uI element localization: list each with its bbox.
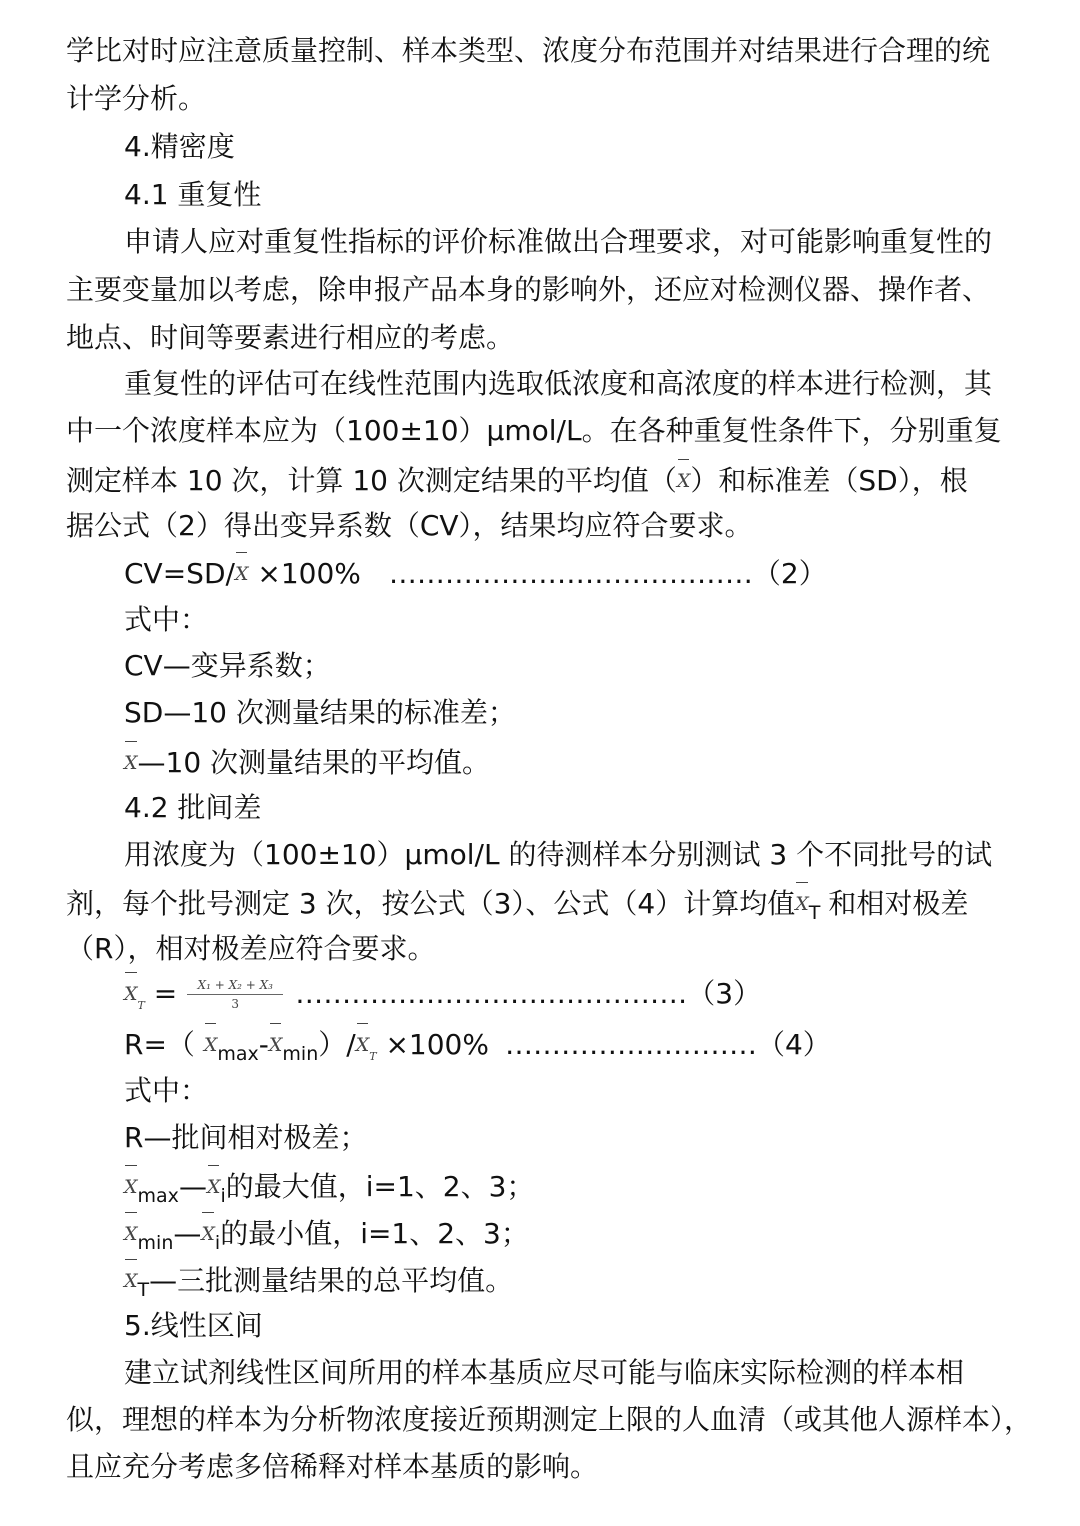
paragraph-line: 似，理想的样本为分析物浓度接近预期测定上限的人血清（或其他人源样本）， xyxy=(66,1403,1033,1436)
text-run: 剂，每个批号测定 3 次，按公式（3）、公式（4）计算均值 xyxy=(66,887,796,920)
mean-symbol: X xyxy=(356,1023,370,1065)
definition-text: 的最小值，i=1、2、3； xyxy=(220,1217,529,1250)
section-heading-precision: 4.精密度 xyxy=(124,130,235,163)
mean-symbol: X xyxy=(124,1259,138,1301)
formula-text: = xyxy=(144,977,178,1010)
formula-number: …………………………………（2） xyxy=(388,557,827,590)
mean-symbol: X xyxy=(124,972,138,1014)
formula-text: ）/ xyxy=(318,1028,356,1061)
subsection-heading-repeatability: 4.1 重复性 xyxy=(124,178,262,211)
paragraph-line: 中一个浓度样本应为（100±10）μmol/L。在各种重复性条件下，分别重复 xyxy=(66,414,1002,447)
subscript-t: T xyxy=(808,902,821,924)
formula-text: ×100% xyxy=(248,557,361,590)
fraction-bar xyxy=(187,994,283,995)
fraction xyxy=(185,977,285,1013)
mean-symbol: X xyxy=(677,459,691,501)
paragraph-line: 且应充分考虑多倍稀释对样本基质的影响。 xyxy=(66,1450,599,1483)
formula-text: R=（ xyxy=(124,1028,204,1061)
paragraph-line: 计学分析。 xyxy=(66,82,207,115)
definition-min xyxy=(124,1212,529,1252)
mean-symbol: X xyxy=(124,1212,138,1254)
definition-cv: CV—变异系数； xyxy=(124,649,331,682)
paragraph-line xyxy=(66,882,968,922)
subscript-min: min xyxy=(137,1232,174,1254)
mean-symbol: X xyxy=(124,741,138,783)
subscript-i: i xyxy=(214,1232,221,1254)
paragraph-line: 建立试剂线性区间所用的样本基质应尽可能与临床实际检测的样本相 xyxy=(124,1356,965,1389)
paragraph-line: 学比对时应注意质量控制、样本类型、浓度分布范围并对结果进行合理的统 xyxy=(66,34,991,67)
subscript-i: i xyxy=(220,1185,226,1207)
definition-text: —10 次测量结果的平均值。 xyxy=(137,746,491,779)
text-run: 和相对极差 xyxy=(828,887,969,920)
subscript-t: T xyxy=(137,999,145,1012)
formula-4 xyxy=(124,1023,831,1063)
subscript-t: T xyxy=(369,1050,377,1063)
definition-sd: SD—10 次测量结果的标准差； xyxy=(124,696,516,729)
paragraph-line: 地点、时间等要素进行相应的考虑。 xyxy=(66,321,515,354)
subscript-t: T xyxy=(137,1279,150,1301)
paragraph-line: 申请人应对重复性指标的评价标准做出合理要求，对可能影响重复性的 xyxy=(124,225,993,258)
subsection-heading-batch: 4.2 批间差 xyxy=(124,791,262,824)
formula-text: ×100% xyxy=(376,1028,489,1061)
subscript-min: min xyxy=(282,1043,319,1065)
mean-symbol: X xyxy=(795,882,809,924)
formula-number: ……………………………………（3） xyxy=(295,977,762,1010)
paragraph-line: 重复性的评估可在线性范围内选取低浓度和高浓度的样本进行检测，其 xyxy=(124,367,993,400)
subscript-max: max xyxy=(217,1043,259,1065)
where-label: 式中： xyxy=(124,603,209,636)
paragraph-line: 主要变量加以考虑，除申报产品本身的影响外，还应对检测仪器、操作者、 xyxy=(66,273,991,306)
fraction-denominator: 3 xyxy=(231,997,240,1011)
mean-symbol: X xyxy=(207,1165,221,1207)
paragraph-line xyxy=(66,459,968,499)
paragraph-line: （R），相对极差应符合要求。 xyxy=(66,932,436,965)
paragraph-line: 据公式（2）得出变异系数（CV），结果均应符合要求。 xyxy=(66,509,753,542)
mean-symbol: X xyxy=(124,1165,138,1207)
formula-text: CV=SD/ xyxy=(124,557,235,590)
definition-text: — xyxy=(178,1170,207,1203)
where-label: 式中： xyxy=(124,1074,209,1107)
mean-symbol: X xyxy=(201,1212,215,1254)
formula-2 xyxy=(124,552,827,592)
paragraph-line: 用浓度为（100±10）μmol/L 的待测样本分别测试 3 个不同批号的试 xyxy=(124,838,993,871)
formula-number: ………………………（4） xyxy=(504,1028,831,1061)
definition-text: —三批测量结果的总平均值。 xyxy=(149,1264,514,1297)
formula-text: - xyxy=(258,1028,269,1061)
section-heading-linear-range: 5.线性区间 xyxy=(124,1309,263,1342)
formula-3 xyxy=(124,972,761,1012)
text-run: ）和标准差（SD），根 xyxy=(690,464,968,497)
mean-symbol: X xyxy=(269,1023,283,1065)
definition-max xyxy=(124,1165,534,1205)
subscript-max: max xyxy=(137,1185,179,1207)
text-run: 测定样本 10 次，计算 10 次测定结果的平均值（ xyxy=(66,464,677,497)
definition-mean xyxy=(124,741,490,781)
mean-symbol: X xyxy=(204,1023,218,1065)
definition-text: — xyxy=(173,1217,202,1250)
mean-symbol: X xyxy=(235,552,249,594)
definition-r: R—批间相对极差； xyxy=(124,1121,368,1154)
definition-text: 的最大值，i=1、2、3； xyxy=(225,1170,535,1203)
fraction-numerator: X₁ + X₂ + X₃ xyxy=(197,978,273,992)
definition-total-mean xyxy=(124,1259,513,1299)
